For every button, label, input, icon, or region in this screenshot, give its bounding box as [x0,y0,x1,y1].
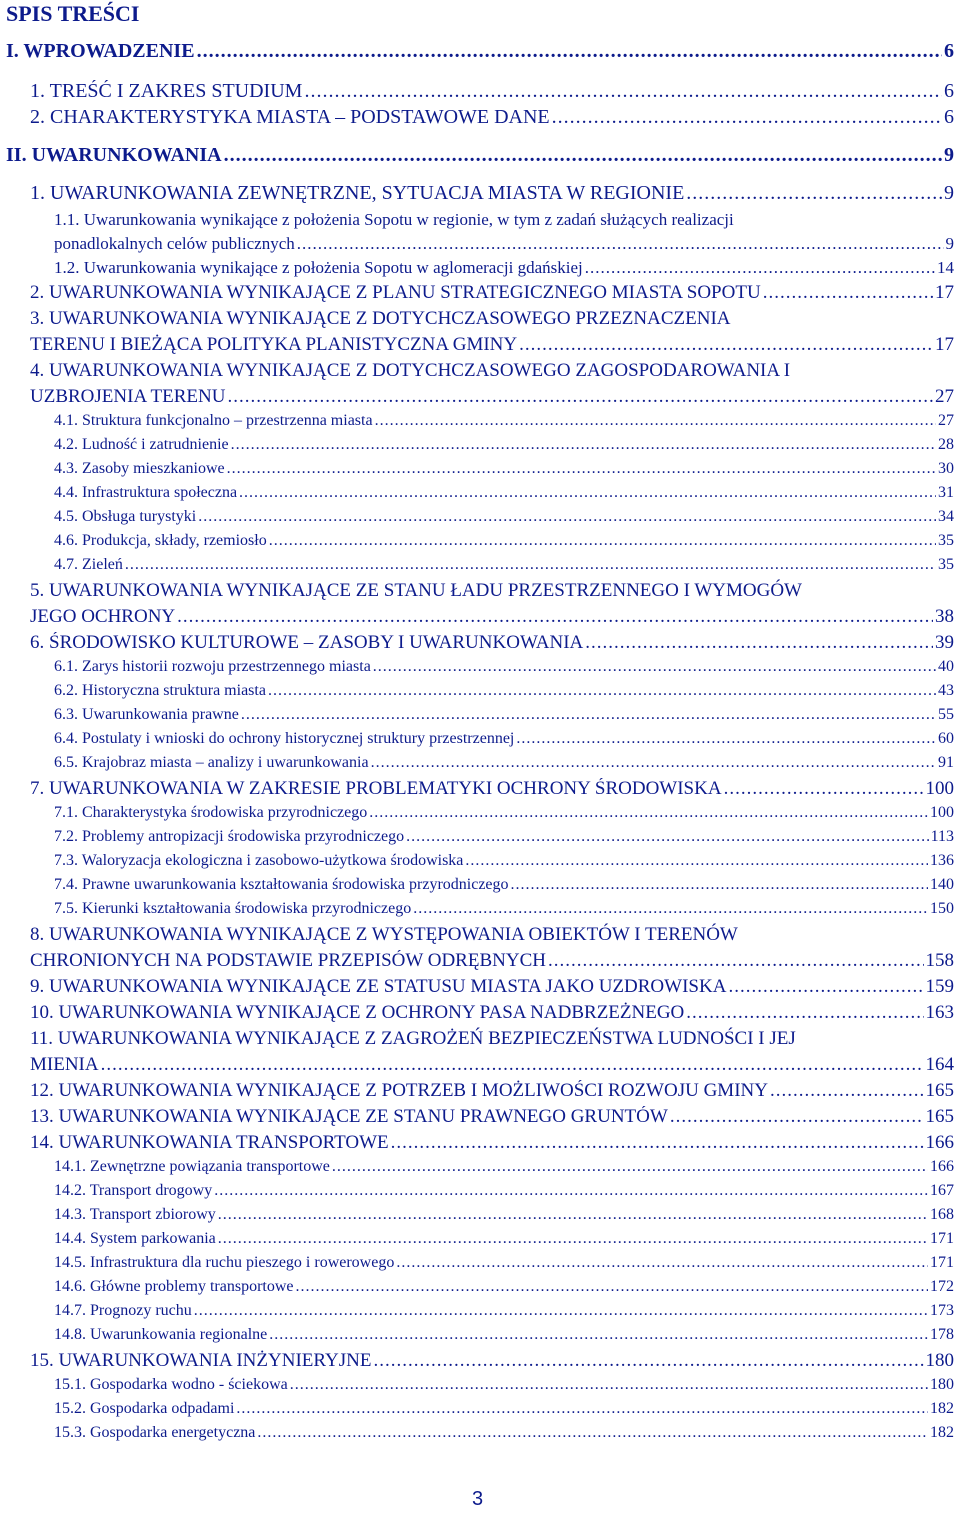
toc-entry-label: 15.3. Gospodarka energetyczna [54,1424,256,1441]
toc-entry-page: 28 [938,436,954,453]
toc-leader-dots [465,852,928,870]
toc-entry-label: 6. ŚRODOWISKO KULTUROWE – ZASOBY I UWARUNKOWANIA [30,632,584,653]
toc-entry-page: 165 [925,1106,954,1127]
toc-entry-label: 4.5. Obsługa turystyki [54,508,197,525]
toc-entry-label: 6.2. Historyczna struktura miasta [54,682,266,699]
toc-leader-dots [728,976,923,998]
toc-entry-label: 14.1. Zewnętrzne powiązania transportowe [54,1158,330,1175]
toc-entry-page: 180 [925,1350,954,1371]
toc-leader-dots [231,436,936,454]
toc-entry-page: 9 [944,144,954,166]
toc-entry-page: 180 [930,1376,954,1393]
toc-entry-page: 6 [944,40,954,62]
toc-entry-page: 136 [930,852,954,869]
toc-entry-label: 15. UWARUNKOWANIA INŻYNIERYJNE [30,1350,372,1371]
toc-entry-page: 35 [938,532,954,549]
toc-entry[interactable] [30,106,954,129]
toc-entry[interactable] [54,682,954,700]
toc-leader-dots [413,900,928,918]
toc-leader-dots [198,508,936,526]
toc-leader-dots [763,282,933,304]
toc-leader-dots [371,754,936,772]
toc-entry-page: 113 [930,828,954,845]
toc-entry[interactable] [54,1254,954,1272]
toc-entry[interactable] [54,804,954,822]
toc-entry-page: 35 [938,556,954,573]
toc-leader-dots [511,876,928,894]
toc-entry[interactable] [54,852,954,870]
toc-entry[interactable] [54,556,954,574]
toc-entry-page: 43 [938,682,954,699]
toc-entry-label: 4.6. Produkcja, składy, rzemiosło [54,532,267,549]
toc-leader-dots [724,778,924,800]
toc-entry[interactable] [30,606,954,628]
toc-entry[interactable] [54,532,954,550]
toc-entry-label: 4.3. Zasoby mieszkaniowe [54,460,225,477]
toc-leader-dots [236,1400,928,1418]
toc-entry-page: 27 [938,412,954,429]
toc-leader-dots [241,706,936,724]
toc-entry-label: 7.2. Problemy antropizacji środowiska przyrodniczego [54,828,405,845]
toc-entry-page: 60 [938,730,954,747]
toc-leader-dots [257,1424,928,1442]
toc-entry[interactable] [54,1326,954,1344]
toc-entry-page: 163 [925,1002,954,1023]
toc-entry[interactable] [54,484,954,502]
toc-entry-page: 168 [930,1206,954,1223]
toc-entry-label[interactable]: 8. UWARUNKOWANIA WYNIKAJĄCE Z WYSTĘPOWANIA OBIEKTÓW I TERENÓW [30,924,738,945]
toc-entry-page: 165 [925,1080,954,1101]
toc-leader-dots [227,386,933,408]
toc-entry-label: 13. UWARUNKOWANIA WYNIKAJĄCE ZE STANU PRAWNEGO GRUNTÓW [30,1106,668,1127]
toc-entry-label: II. UWARUNKOWANIA [6,144,222,166]
toc-leader-dots [268,682,936,700]
toc-entry[interactable] [54,234,954,254]
toc-entry-page: 14 [937,258,954,277]
toc-entry[interactable] [54,658,954,676]
toc-entry-label: 6.1. Zarys historii rozwoju przestrzennego miasta [54,658,371,675]
toc-entry-label: 14.4. System parkowania [54,1230,216,1247]
toc-entry-label: 6.5. Krajobraz miasta – analizy i uwarunkowania [54,754,369,771]
toc-entry[interactable] [54,730,954,748]
toc-entry-page: 55 [938,706,954,723]
toc-entry-label: 14.7. Prognozy ruchu [54,1302,192,1319]
toc-entry[interactable] [30,950,954,972]
toc-entry-label: MIENIA [30,1054,99,1075]
toc-leader-dots [585,632,933,654]
toc-entry-label: 7.1. Charakterystyka środowiska przyrodniczego [54,804,368,821]
toc-entry[interactable] [54,1424,954,1442]
toc-entry-label: 15.1. Gospodarka wodno - ściekowa [54,1376,288,1393]
toc-leader-dots [239,484,936,502]
toc-leader-dots [686,182,942,205]
toc-leader-dots [177,606,933,628]
toc-entry[interactable] [54,460,954,478]
toc-entry[interactable] [54,828,954,846]
toc-entry[interactable] [6,144,954,167]
toc-entry-label: 2. UWARUNKOWANIA WYNIKAJĄCE Z PLANU STRATEGICZNEGO MIASTA SOPOTU [30,282,761,303]
toc-leader-dots [519,334,933,356]
toc-entry-label: 7. UWARUNKOWANIA W ZAKRESIE PROBLEMATYKI OCHRONY ŚRODOWISKA [30,778,722,799]
toc-entry[interactable] [54,706,954,724]
toc-entry[interactable] [30,1350,954,1372]
toc-entry-page: 27 [935,386,954,407]
toc-entry-label: 12. UWARUNKOWANIA WYNIKAJĄCE Z POTRZEB I MOŻLIWOŚCI ROZWOJU GMINY [30,1080,768,1101]
toc-entry-label: 14. UWARUNKOWANIA TRANSPORTOWE [30,1132,389,1153]
toc-leader-dots [197,40,942,63]
toc-entry-label[interactable]: 3. UWARUNKOWANIA WYNIKAJĄCE Z DOTYCHCZASOWEGO PRZEZNACZENIA [30,308,731,329]
toc-entry-label[interactable]: 4. UWARUNKOWANIA WYNIKAJĄCE Z DOTYCHCZASOWEGO ZAGOSPODAROWANIA I [30,360,791,381]
toc-entry-label: 1. UWARUNKOWANIA ZEWNĘTRZNE, SYTUACJA MIASTA W REGIONIE [30,182,685,204]
toc-entry[interactable] [54,1376,954,1394]
toc-entry[interactable] [30,1054,954,1076]
toc-leader-dots [218,1230,928,1248]
toc-entry-page: 164 [925,1054,954,1075]
toc-entry-page: 167 [930,1182,954,1199]
toc-entry-page: 17 [935,334,954,355]
toc-entry-page: 100 [925,778,954,799]
toc-leader-dots [375,412,936,430]
toc-leader-dots [770,1080,924,1102]
toc-entry[interactable] [30,1080,954,1102]
toc-entry-label: 4.1. Struktura funkcjonalno – przestrzenna miasta [54,412,373,429]
toc-entry[interactable] [30,778,954,800]
toc-leader-dots [516,730,936,748]
toc-entry[interactable] [30,1106,954,1128]
toc-entry[interactable] [54,436,954,454]
toc-leader-dots [296,1278,928,1296]
toc-entry-label: TERENU I BIEŻĄCA POLITYKA PLANISTYCZNA GMINY [30,334,518,355]
toc-entry-label: 6.3. Uwarunkowania prawne [54,706,239,723]
toc-leader-dots [670,1106,924,1128]
toc-entry-page: 40 [938,658,954,675]
toc-entry[interactable] [30,282,954,304]
toc-entry-label: ponadlokalnych celów publicznych [54,234,295,253]
toc-entry-page: 91 [938,754,954,771]
toc-entry-page: 9 [945,234,954,253]
toc-entry[interactable] [30,1132,954,1154]
toc-entry-page: 182 [930,1424,954,1441]
toc-entry-page: 39 [935,632,954,653]
toc-leader-dots [332,1158,928,1176]
toc-entry-label: 14.3. Transport zbiorowy [54,1206,216,1223]
toc-entry[interactable] [30,182,954,205]
toc-leader-dots [269,1326,928,1344]
toc-entry-label: 1.2. Uwarunkowania wynikające z położenia Sopotu w aglomeracji gdańskiej [54,258,583,277]
toc-entry[interactable] [30,80,954,103]
toc-entry-label: 7.4. Prawne uwarunkowania kształtowania środowiska przyrodniczego [54,876,509,893]
toc-leader-dots [297,234,944,254]
toc-entry-label: 2. CHARAKTERYSTYKA MIASTA – PODSTAWOWE DANE [30,106,550,128]
toc-entry-label: 14.5. Infrastruktura dla ruchu pieszego i rowerowego [54,1254,395,1271]
toc-entry[interactable] [54,412,954,430]
toc-entry-label: 4.2. Ludność i zatrudnienie [54,436,229,453]
toc-entry-page: 171 [930,1230,954,1247]
toc-entry-page: 140 [930,876,954,893]
toc-entry-label: 10. UWARUNKOWANIA WYNIKAJĄCE Z OCHRONY PASA NADBRZEŻNEGO [30,1002,685,1023]
toc-entry[interactable] [54,1400,954,1418]
page-title: SPIS TREŚCI [6,1,140,26]
toc-leader-dots [369,804,928,822]
toc-entry[interactable] [30,334,954,356]
toc-entry-page: 17 [935,282,954,303]
toc-leader-dots [269,532,936,550]
toc-entry-page: 38 [935,606,954,627]
toc-entry-label: 15.2. Gospodarka odpadami [54,1400,235,1417]
toc-leader-dots [552,106,942,129]
toc-leader-dots [686,1002,923,1024]
toc-entry[interactable] [30,1002,954,1024]
toc-entry-page: 30 [938,460,954,477]
toc-entry-page: 182 [930,1400,954,1417]
toc-leader-dots [218,1206,928,1224]
toc-entry[interactable] [54,754,954,772]
toc-entry-label: I. WPROWADZENIE [6,40,195,62]
toc-entry-label: JEGO OCHRONY [30,606,176,627]
toc-entry[interactable] [54,900,954,918]
toc-entry[interactable] [6,40,954,63]
toc-entry-page: 178 [930,1326,954,1343]
toc-entry-page: 150 [930,900,954,917]
toc-entry[interactable] [54,1278,954,1296]
toc-entry[interactable] [54,508,954,526]
toc-entry-label: 4.4. Infrastruktura społeczna [54,484,238,501]
toc-entry-page: 171 [930,1254,954,1271]
toc-entry[interactable] [54,1206,954,1224]
toc-entry-label: 9. UWARUNKOWANIA WYNIKAJĄCE ZE STATUSU MIASTA JAKO UZDROWISKA [30,976,727,997]
toc-entry-label: 14.8. Uwarunkowania regionalne [54,1326,268,1343]
toc-entry-page: 9 [944,182,954,204]
toc-leader-dots [373,1350,923,1372]
toc-leader-dots [290,1376,928,1394]
toc-entry-label[interactable]: 1.1. Uwarunkowania wynikające z położenia Sopotu w regionie, w tym z zadań służących realizacji [54,210,734,229]
toc-entry-label[interactable]: 11. UWARUNKOWANIA WYNIKAJĄCE Z ZAGROŻEŃ BEZPIECZEŃSTWA LUDNOŚCI I JEJ [30,1028,796,1049]
toc-entry-page: 166 [930,1158,954,1175]
toc-entry-label[interactable]: 5. UWARUNKOWANIA WYNIKAJĄCE ZE STANU ŁADU PRZESTRZENNEGO I WYMOGÓW [30,580,802,601]
toc-entry-page: 166 [925,1132,954,1153]
toc-entry-label: 6.4. Postulaty i wnioski do ochrony historycznej struktury przestrzennej [54,730,515,747]
toc-entry-label: 7.3. Waloryzacja ekologiczna i zasobowo-użytkowa środowiska [54,852,464,869]
toc-entry-page: 172 [930,1278,954,1295]
toc-entry-page: 6 [944,106,954,128]
toc-entry-page: 173 [930,1302,954,1319]
toc-entry-page: 31 [938,484,954,501]
toc-leader-dots [548,950,924,972]
toc-entry[interactable] [30,976,954,998]
toc-leader-dots [391,1132,924,1154]
toc-entry-label: CHRONIONYCH NA PODSTAWIE PRZEPISÓW ODRĘBNYCH [30,950,546,971]
page-number: 3 [472,1488,484,1510]
toc-entry-page: 158 [925,950,954,971]
toc-entry-label: 7.5. Kierunki kształtowania środowiska przyrodniczego [54,900,412,917]
toc-entry[interactable] [54,876,954,894]
toc-entry-page: 159 [925,976,954,997]
toc-entry[interactable] [54,1182,954,1200]
toc-entry-label: 4.7. Zieleń [54,556,123,573]
toc-entry[interactable] [54,258,954,278]
toc-entry[interactable] [30,386,954,408]
toc-leader-dots [304,80,942,103]
toc-leader-dots [214,1182,928,1200]
toc-entry[interactable] [54,1230,954,1248]
toc-entry-label: UZBROJENIA TERENU [30,386,226,407]
toc-leader-dots [396,1254,928,1272]
toc-leader-dots [101,1054,924,1076]
toc-entry-label: 14.2. Transport drogowy [54,1182,213,1199]
toc-entry[interactable] [54,1302,954,1320]
toc-leader-dots [227,460,936,478]
toc-leader-dots [224,144,942,167]
toc-entry[interactable] [30,632,954,654]
toc-leader-dots [585,258,935,278]
toc-entry-label: 1. TREŚĆ I ZAKRES STUDIUM [30,80,303,102]
toc-leader-dots [125,556,936,574]
toc-entry-label: 14.6. Główne problemy transportowe [54,1278,294,1295]
toc-leader-dots [373,658,936,676]
toc-leader-dots [194,1302,928,1320]
toc-entry-page: 100 [930,804,954,821]
toc-leader-dots [406,828,928,846]
toc-entry-page: 6 [944,80,954,102]
toc-entry-page: 34 [938,508,954,525]
toc-entry[interactable] [54,1158,954,1176]
